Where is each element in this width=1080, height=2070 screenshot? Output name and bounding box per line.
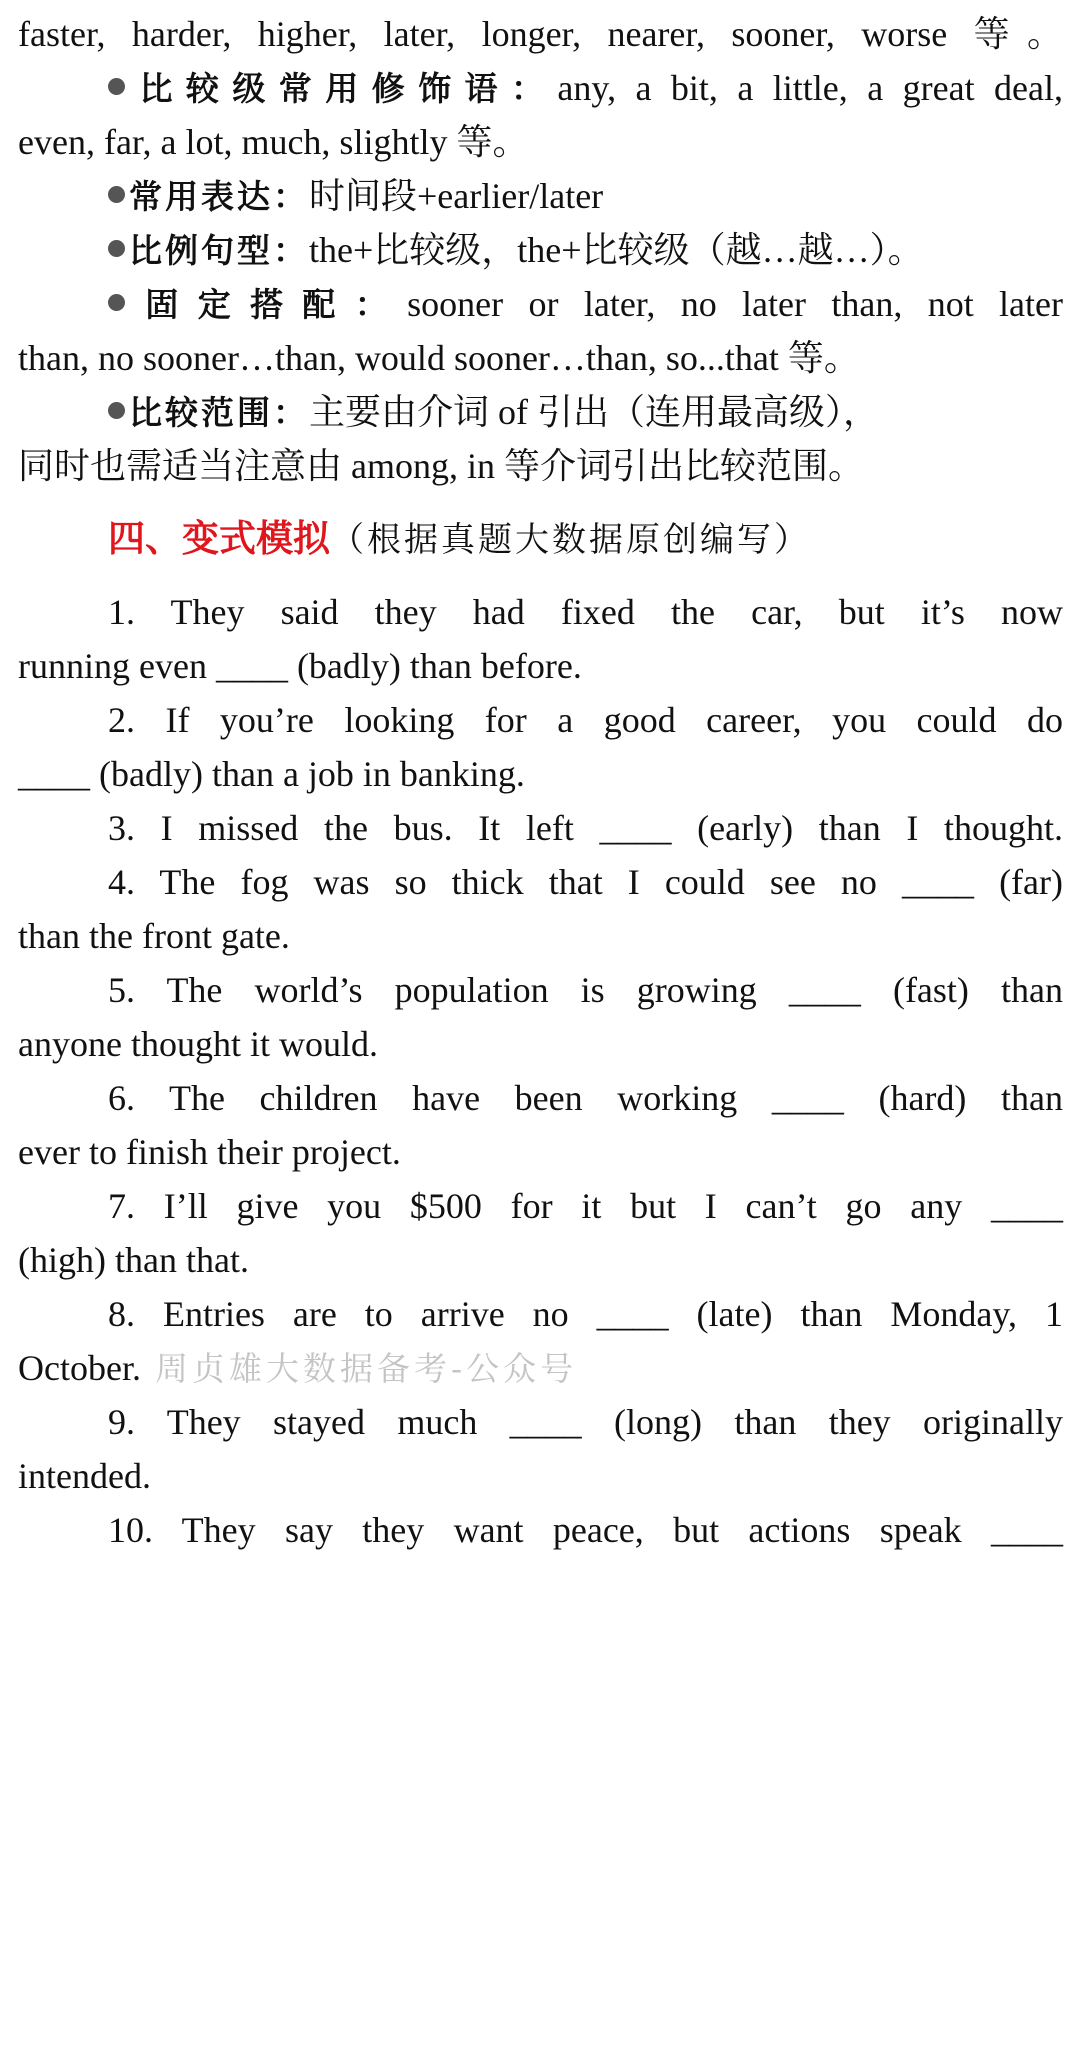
- note-modifiers-continued: even, far, a lot, much, slightly 等。: [18, 122, 529, 162]
- note-common: [18, 174, 1063, 219]
- question-5-continued: anyone thought it would.: [18, 1024, 378, 1064]
- watermark-text: 周贞雄大数据备考-公众号: [154, 1349, 578, 1388]
- note-range: [18, 390, 1063, 435]
- note-modifiers-label: 比较级常用修饰语：: [129, 69, 558, 108]
- question-9-continued: intended.: [18, 1456, 151, 1496]
- question-2: 2. If you’re looking for a good career, you could do: [108, 700, 1063, 740]
- note-proportion-text: the+比较级，the+比较级（越…越…）。: [309, 230, 924, 270]
- question-1-continued: running even ____ (badly) than before.: [18, 646, 582, 686]
- note-fixed: [18, 282, 1063, 327]
- question-1: 1. They said they had fixed the car, but it’s now: [108, 592, 1063, 632]
- section-title: 四、变式模拟: [108, 516, 330, 560]
- question-8-continued: [18, 1346, 1063, 1391]
- question-10: 10. They say they want peace, but actions speak ____: [108, 1510, 1063, 1550]
- note-modifiers: [18, 66, 1063, 111]
- bullet-icon: [108, 294, 125, 311]
- note-proportion: [18, 228, 1063, 273]
- note-fixed-continued: than, no sooner…than, would sooner…than, so...that 等。: [18, 338, 860, 378]
- note-fixed-label: 固定搭配：: [129, 285, 408, 324]
- question-7: 7. I’ll give you $500 for it but I can’t go any ____: [108, 1186, 1063, 1226]
- question-2-continued: ____ (badly) than a job in banking.: [18, 754, 525, 794]
- note-fixed-text: sooner or later, no later than, not later: [407, 284, 1064, 324]
- bullet-icon: [108, 186, 125, 203]
- question-4: 4. The fog was so thick that I could see no ____ (far): [108, 862, 1063, 902]
- question-4-continued: than the front gate.: [18, 916, 290, 956]
- bullet-icon: [108, 402, 125, 419]
- bullet-icon: [108, 240, 125, 257]
- section-heading: [18, 516, 1063, 562]
- section-subtitle: （根据真题大数据原创编写）: [330, 520, 811, 560]
- question-3: 3. I missed the bus. It left ____ (early) than I thought.: [108, 808, 1063, 848]
- question-9: 9. They stayed much ____ (long) than they originally: [108, 1402, 1063, 1442]
- question-5: 5. The world’s population is growing ____ (fast) than: [108, 970, 1063, 1010]
- note-common-label: 常用表达：: [129, 177, 309, 216]
- question-8-continued-text: October.: [18, 1348, 141, 1388]
- question-6-continued: ever to finish their project.: [18, 1132, 401, 1172]
- note-common-text: 时间段+earlier/later: [309, 176, 604, 216]
- note-range-continued: 同时也需适当注意由 among, in 等介词引出比较范围。: [18, 446, 864, 486]
- question-7-continued: (high) than that.: [18, 1240, 249, 1280]
- note-range-label: 比较范围：: [129, 393, 309, 432]
- question-8: 8. Entries are to arrive no ____ (late) than Monday, 1: [108, 1294, 1063, 1334]
- note-modifiers-text: any, a bit, a little, a great deal,: [557, 68, 1063, 108]
- question-6: 6. The children have been working ____ (hard) than: [108, 1078, 1063, 1118]
- bullet-icon: [108, 78, 125, 95]
- note-range-text: 主要由介词 of 引出（连用最高级），: [309, 392, 879, 432]
- notes-line-adverb-list: faster, harder, higher, later, longer, nearer, sooner, worse 等。: [18, 14, 1063, 54]
- note-proportion-label: 比例句型：: [129, 231, 309, 270]
